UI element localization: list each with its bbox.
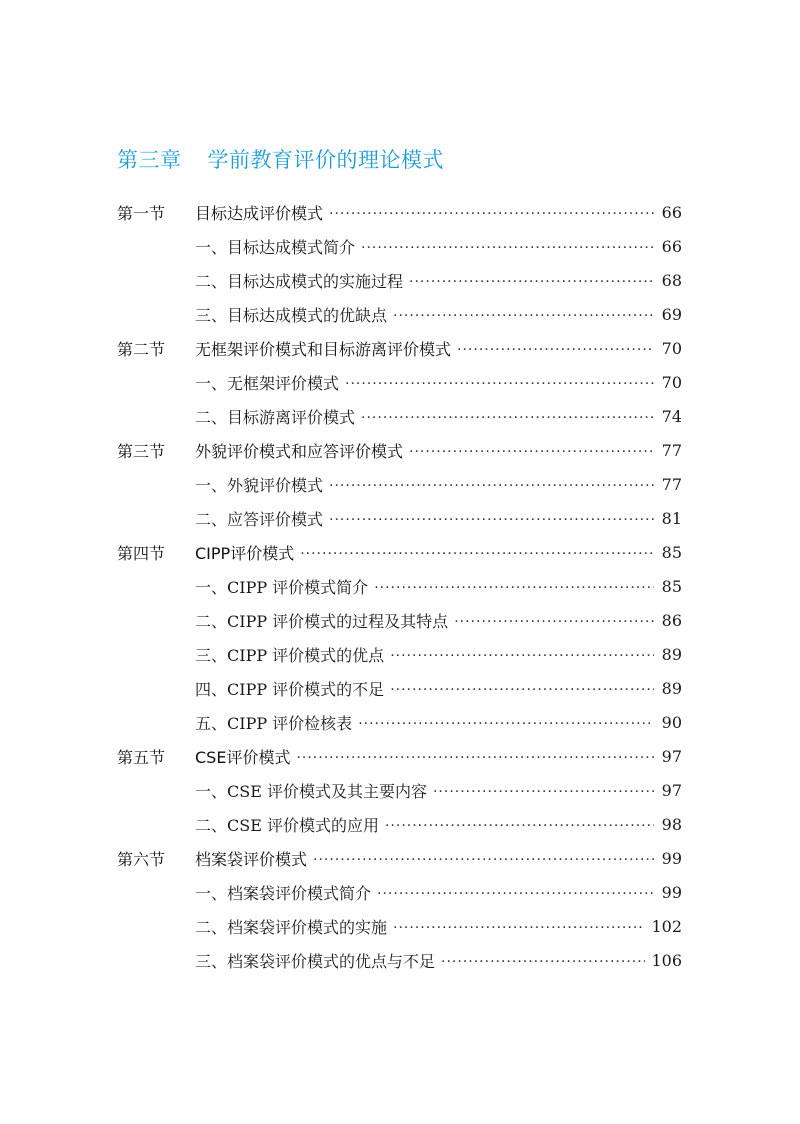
toc-section-2[interactable] <box>117 331 682 365</box>
page-number: 99 <box>661 882 682 902</box>
toc-entry[interactable] <box>195 297 682 331</box>
entry-title: 二、目标达成模式的实施过程 <box>195 271 404 291</box>
page-number: 99 <box>661 848 682 868</box>
entry-title: 二、CSE 评价模式的应用 <box>195 815 379 835</box>
dot-leader <box>441 954 645 970</box>
toc-entry[interactable] <box>195 671 682 705</box>
entry-title: 二、目标游离评价模式 <box>195 407 356 427</box>
page-number: 77 <box>661 474 682 494</box>
dot-leader <box>329 206 654 222</box>
page-number: 70 <box>661 372 682 392</box>
page-number: 86 <box>661 610 682 630</box>
toc-entry[interactable] <box>195 467 682 501</box>
section-title: CIPP评价模式 <box>195 543 295 563</box>
dot-leader <box>433 784 654 800</box>
entry-title: 三、档案袋评价模式的优点与不足 <box>195 951 436 971</box>
toc-section-3[interactable] <box>117 433 682 467</box>
page-number: 85 <box>661 576 682 596</box>
dot-leader <box>454 614 654 630</box>
dot-leader <box>409 444 654 460</box>
toc-entry[interactable] <box>195 705 682 739</box>
dot-leader <box>385 818 654 834</box>
section-title: 外貌评价模式和应答评价模式 <box>195 441 404 461</box>
dot-leader <box>409 274 654 290</box>
dot-leader <box>377 886 654 902</box>
page-number: 97 <box>661 746 682 766</box>
dot-leader <box>345 376 654 392</box>
entry-title: 一、无框架评价模式 <box>195 373 340 393</box>
section-title: CSE评价模式 <box>195 747 291 767</box>
toc-section-4[interactable] <box>117 535 682 569</box>
dot-leader <box>300 546 654 562</box>
toc-entry[interactable] <box>195 501 682 535</box>
dot-leader <box>390 648 654 664</box>
page-number: 66 <box>661 202 682 222</box>
page-number: 70 <box>661 338 682 358</box>
toc-entry[interactable] <box>195 263 682 297</box>
page-number: 69 <box>661 304 682 324</box>
dot-leader <box>390 682 654 698</box>
dot-leader <box>329 478 654 494</box>
page-number: 90 <box>661 712 682 732</box>
toc-entry[interactable] <box>195 773 682 807</box>
page-number: 66 <box>661 236 682 256</box>
dot-leader <box>457 342 654 358</box>
page-number: 81 <box>661 508 682 528</box>
page-number: 85 <box>661 542 682 562</box>
section-label: 第六节 <box>117 849 166 869</box>
dot-leader <box>296 750 654 766</box>
toc-entry[interactable] <box>195 365 682 399</box>
toc-entry[interactable] <box>195 637 682 671</box>
section-title: 无框架评价模式和目标游离评价模式 <box>195 339 452 359</box>
chapter-number: 第三章 <box>117 148 182 172</box>
page-number: 97 <box>661 780 682 800</box>
toc-section-5[interactable] <box>117 739 682 773</box>
toc-entry[interactable] <box>195 569 682 603</box>
section-label: 第二节 <box>117 339 166 359</box>
page-number: 106 <box>651 950 682 970</box>
entry-title: 一、CIPP 评价模式简介 <box>195 577 369 597</box>
entry-title: 一、目标达成模式简介 <box>195 237 356 257</box>
dot-leader <box>393 920 645 936</box>
page-number: 74 <box>661 406 682 426</box>
toc-entry[interactable] <box>195 875 682 909</box>
entry-title: 一、外貌评价模式 <box>195 475 324 495</box>
page-number: 102 <box>651 916 682 936</box>
toc-entry[interactable] <box>195 807 682 841</box>
chapter-heading <box>117 144 444 174</box>
entry-title: 五、CIPP 评价检核表 <box>195 713 353 733</box>
dot-leader <box>361 410 654 426</box>
dot-leader <box>393 308 654 324</box>
section-label: 第三节 <box>117 441 166 461</box>
toc-entry[interactable] <box>195 229 682 263</box>
chapter-title: 学前教育评价的理论模式 <box>207 148 444 172</box>
section-label: 第一节 <box>117 203 166 223</box>
section-title: 目标达成评价模式 <box>195 203 324 223</box>
entry-title: 一、档案袋评价模式简介 <box>195 883 372 903</box>
entry-title: 三、CIPP 评价模式的优点 <box>195 645 385 665</box>
toc-entry[interactable] <box>195 909 682 943</box>
toc-entry[interactable] <box>195 399 682 433</box>
section-title: 档案袋评价模式 <box>195 849 308 869</box>
entry-title: 二、CIPP 评价模式的过程及其特点 <box>195 611 449 631</box>
page-number: 98 <box>661 814 682 834</box>
section-label: 第四节 <box>117 543 166 563</box>
toc-entry[interactable] <box>195 943 682 977</box>
entry-title: 四、CIPP 评价模式的不足 <box>195 679 385 699</box>
entry-title: 二、档案袋评价模式的实施 <box>195 917 388 937</box>
page-number: 89 <box>661 644 682 664</box>
page-number: 77 <box>661 440 682 460</box>
dot-leader <box>313 852 654 868</box>
page-number: 68 <box>661 270 682 290</box>
toc-section-1[interactable] <box>117 195 682 229</box>
toc-section-6[interactable] <box>117 841 682 875</box>
page-number: 89 <box>661 678 682 698</box>
entry-title: 一、CSE 评价模式及其主要内容 <box>195 781 427 801</box>
entry-title: 二、应答评价模式 <box>195 509 324 529</box>
entry-title: 三、目标达成模式的优缺点 <box>195 305 388 325</box>
toc-entry[interactable] <box>195 603 682 637</box>
dot-leader <box>329 512 654 528</box>
section-label: 第五节 <box>117 747 166 767</box>
dot-leader <box>358 716 654 732</box>
dot-leader <box>361 240 654 256</box>
dot-leader <box>374 580 654 596</box>
